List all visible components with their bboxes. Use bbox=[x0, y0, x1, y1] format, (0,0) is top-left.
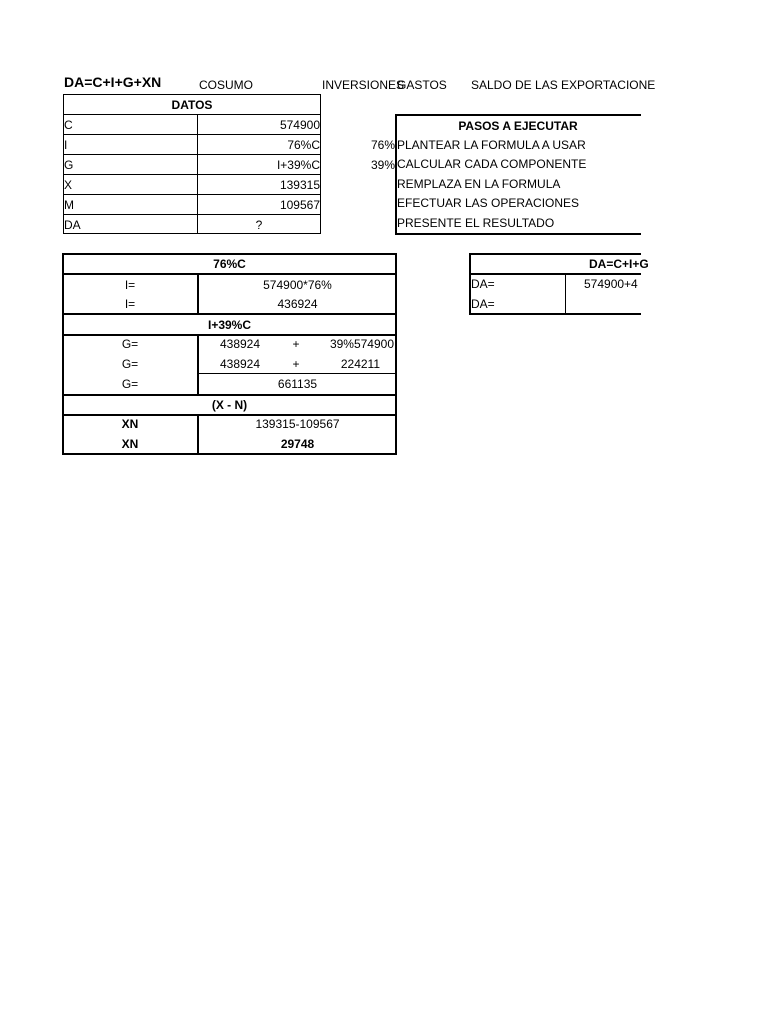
datos-row-value: 139315 bbox=[279, 178, 320, 192]
xn-label: XN bbox=[121, 437, 139, 451]
da-value bbox=[584, 294, 640, 314]
xn-label: XN bbox=[121, 417, 139, 431]
gastos-label: G= bbox=[121, 337, 139, 351]
gastos-operand-a: 438924 bbox=[219, 337, 261, 351]
datos-row-value: ? bbox=[255, 218, 263, 232]
datos-row-label: DA bbox=[64, 218, 81, 232]
inversion-value: 436924 bbox=[277, 297, 318, 311]
pasos-step: PLANTEAR LA FORMULA A USAR bbox=[397, 138, 586, 152]
gastos-total-label: G= bbox=[121, 377, 139, 391]
saldo-label: SALDO DE LAS EXPORTACIONE bbox=[471, 78, 656, 92]
consumo-label: COSUMO bbox=[199, 78, 253, 92]
da-title: DA=C+I+G bbox=[589, 257, 649, 271]
gastos-operand-b: 39%574900 bbox=[329, 337, 394, 351]
datos-row-label: G bbox=[64, 158, 74, 172]
pasos-step: EFECTUAR LAS OPERACIONES bbox=[397, 196, 580, 210]
xn-value: 29748 bbox=[280, 437, 315, 451]
da-label: DA= bbox=[471, 297, 495, 311]
formula-heading: DA=C+I+G+XN bbox=[64, 74, 162, 90]
percent-note: 39% bbox=[370, 158, 395, 172]
plus-sign: + bbox=[292, 357, 300, 371]
inversion-label: I= bbox=[124, 278, 136, 292]
percent-note: 76% bbox=[370, 138, 395, 152]
xn-value: 139315-109567 bbox=[255, 417, 340, 431]
da-label: DA= bbox=[471, 277, 495, 291]
gastos-title: I+39%C bbox=[207, 318, 252, 332]
xn-title: (X - N) bbox=[211, 398, 248, 412]
datos-title: DATOS bbox=[171, 98, 213, 112]
pasos-step: CALCULAR CADA COMPONENTE bbox=[397, 157, 587, 171]
datos-row-label: X bbox=[64, 178, 73, 192]
pasos-step: PRESENTE EL RESULTADO bbox=[397, 216, 555, 230]
datos-row-label: M bbox=[64, 198, 74, 212]
pasos-title: PASOS A EJECUTAR bbox=[458, 119, 578, 133]
datos-row-label: I bbox=[64, 138, 68, 152]
gastos-operand-b: 224211 bbox=[340, 357, 380, 371]
inversiones-label: INVERSIONES bbox=[322, 78, 405, 92]
gastos-label: G= bbox=[121, 357, 139, 371]
da-value: 574900+4 bbox=[584, 277, 638, 291]
datos-row-value: I+39%C bbox=[276, 158, 320, 172]
datos-row-value: 76%C bbox=[287, 138, 320, 152]
datos-row-value: 574900 bbox=[279, 118, 320, 132]
gastos-label: GASTOS bbox=[397, 78, 447, 92]
plus-sign: + bbox=[292, 337, 300, 351]
pasos-step: REMPLAZA EN LA FORMULA bbox=[397, 177, 561, 191]
inversion-label: I= bbox=[124, 297, 136, 311]
datos-row-value: 109567 bbox=[279, 198, 320, 212]
inversion-value: 574900*76% bbox=[263, 278, 332, 292]
gastos-operand-a: 438924 bbox=[219, 357, 261, 371]
datos-row-label: C bbox=[64, 118, 73, 132]
gastos-total-value: 661135 bbox=[277, 377, 318, 391]
inversion-title: 76%C bbox=[213, 257, 246, 271]
